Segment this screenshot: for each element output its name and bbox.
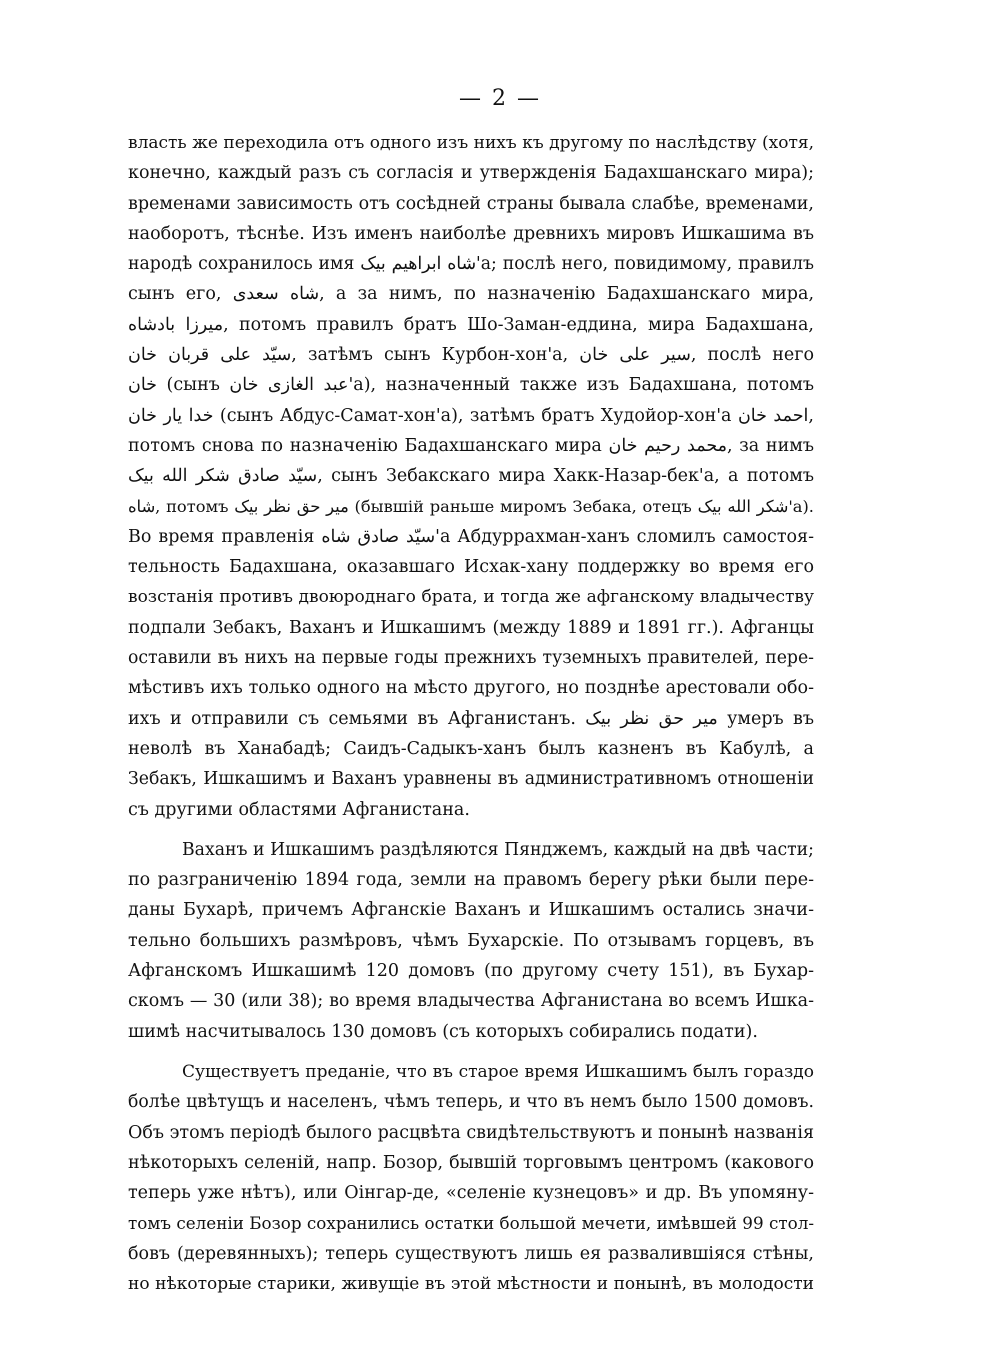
text-line: болѣе цвѣтущъ и населенъ, чѣмъ теперь, и что въ немъ было 1500 домовъ.	[128, 1092, 814, 1113]
text-line: شاه, потомъ میر حق نظر بیک (бывшій раньше миромъ Зебака, отецъ شکر الله بیک'а).	[128, 496, 814, 516]
text-line: временами зависимость отъ сосѣдней страны бывала слабѣе, временами,	[128, 193, 814, 214]
text-line: Ваханъ и Ишкашимъ раздѣляются Пянджемъ, каждый на двѣ части;	[182, 839, 814, 860]
text-line: нѣкоторыхъ селеній, напр. Бозор, бывшій торговымъ центромъ (какового	[128, 1152, 814, 1173]
text-line: томъ селеніи Бозор сохранились остатки большой мечети, имѣвшей 99 стол-	[128, 1213, 814, 1234]
body-text	[128, 128, 814, 1299]
text-line: Во время правленія سیّد صادق شاه'а Абдуррахман-ханъ сломилъ самостоя-	[128, 526, 814, 547]
text-line: скомъ — 30 (или 38); во время владычества Афганистана во всемъ Ишка-	[128, 991, 814, 1012]
text-line: по разграниченію 1894 года, земли на правомъ берегу рѣки были пере-	[128, 870, 814, 891]
text-line: ихъ и отправили съ семьями въ Афганистанъ. میر حق نظر بیک умеръ въ	[128, 708, 815, 729]
text-line: бовъ (деревянныхъ); теперь существуютъ лишь ея развалившіяся стѣны,	[128, 1243, 814, 1264]
paragraph-1	[128, 128, 814, 825]
text-line: но нѣкоторые старики, живущіе въ этой мѣстности и понынѣ, въ молодости	[128, 1273, 814, 1294]
text-line: тельно большихъ размѣровъ, чѣмъ Бухарскіе. По отзывамъ горцевъ, въ	[128, 930, 814, 951]
text-line: оставили въ нихъ на первые годы прежнихъ туземныхъ правителей, пере-	[128, 648, 814, 669]
text-line: возстанія противъ двоюроднаго брата, и тогда же афганскому владычеству	[128, 587, 814, 608]
text-line: سیّد صادق شکر الله بیک, сынъ Зебакскаго мира Хакк-Назар-бек'а, а потомъ	[128, 466, 814, 487]
text-line: خدا یار خان (сынъ Абдус-Самат-хон'а), затѣмъ братъ Худойор-хон'а احمد خان,	[128, 405, 814, 426]
text-line: шимѣ насчитывалось 130 домовъ (съ которыхъ собирались подати).	[128, 1021, 758, 1042]
text-line: потомъ снова по назначенію Бадахшанскаго мира محمد رحیم خان, за нимъ	[128, 435, 815, 456]
text-line: власть же переходила отъ одного изъ нихъ къ другому по наслѣдству (хотя,	[128, 133, 814, 153]
text-line: неволѣ въ Ханабадѣ; Саидъ-Садыкъ-ханъ былъ казненъ въ Кабулѣ, а	[128, 738, 814, 759]
text-line: съ другими областями Афганистана.	[128, 799, 470, 820]
text-line: народѣ сохранилось имя شاه ابراهیم بیک'а; послѣ него, повидимому, правилъ	[128, 254, 814, 275]
text-line: подпали Зебакъ, Ваханъ и Ишкашимъ (между 1889 и 1891 гг.). Афганцы	[128, 617, 814, 638]
text-line: سیّد علی قربان خان, затѣмъ сынъ Курбон-хон'а, سیر علی خان, послѣ него	[128, 345, 814, 366]
text-line: конечно, каждый разъ съ согласія и утвержденія Бадахшанскаго мира);	[128, 163, 814, 184]
text-line: میرزا بادشاه, потомъ правилъ братъ Шо-Заман-еддина, мира Бадахшана,	[128, 314, 814, 335]
text-line: теперь уже нѣтъ), или Оінгар-де, «селеніе кузнецовъ» и др. Въ упомяну-	[128, 1183, 814, 1204]
text-line: наоборотъ, тѣснѣе. Изъ именъ наиболѣе древнихъ мировъ Ишкашима въ	[128, 223, 814, 244]
text-line: тельность Бадахшана, оказавшаго Исхак-хану поддержку во время его	[128, 557, 814, 578]
text-line: Афганскомъ Ишкашимѣ 120 домовъ (по другому счету 151), въ Бухар-	[128, 961, 814, 982]
paragraph-2	[128, 835, 814, 1047]
text-line: даны Бухарѣ, причемъ Афганскіе Ваханъ и Ишкашимъ остались значи-	[128, 900, 814, 921]
text-line: خان (сынъ عبد الغازی خان'а), назначенный также изъ Бадахшана, потомъ	[128, 375, 815, 396]
text-line: Существуетъ преданіе, что въ старое время Ишкашимъ былъ гораздо	[182, 1061, 814, 1082]
text-line: мѣстивъ ихъ только одного на мѣсто другого, но позднѣе арестовали обо-	[128, 678, 814, 699]
text-line: Объ этомъ періодѣ былого расцвѣта свидѣтельствуютъ и понынѣ названія	[128, 1122, 814, 1143]
paragraph-3	[128, 1057, 814, 1299]
page-number: — 2 —	[459, 86, 541, 111]
text-line: Зебакъ, Ишкашимъ и Ваханъ уравнены въ административномъ отношеніи	[128, 769, 814, 790]
text-line: сынъ его, شاه سعدی, а за нимъ, по назначенію Бадахшанскаго мира,	[128, 284, 815, 305]
